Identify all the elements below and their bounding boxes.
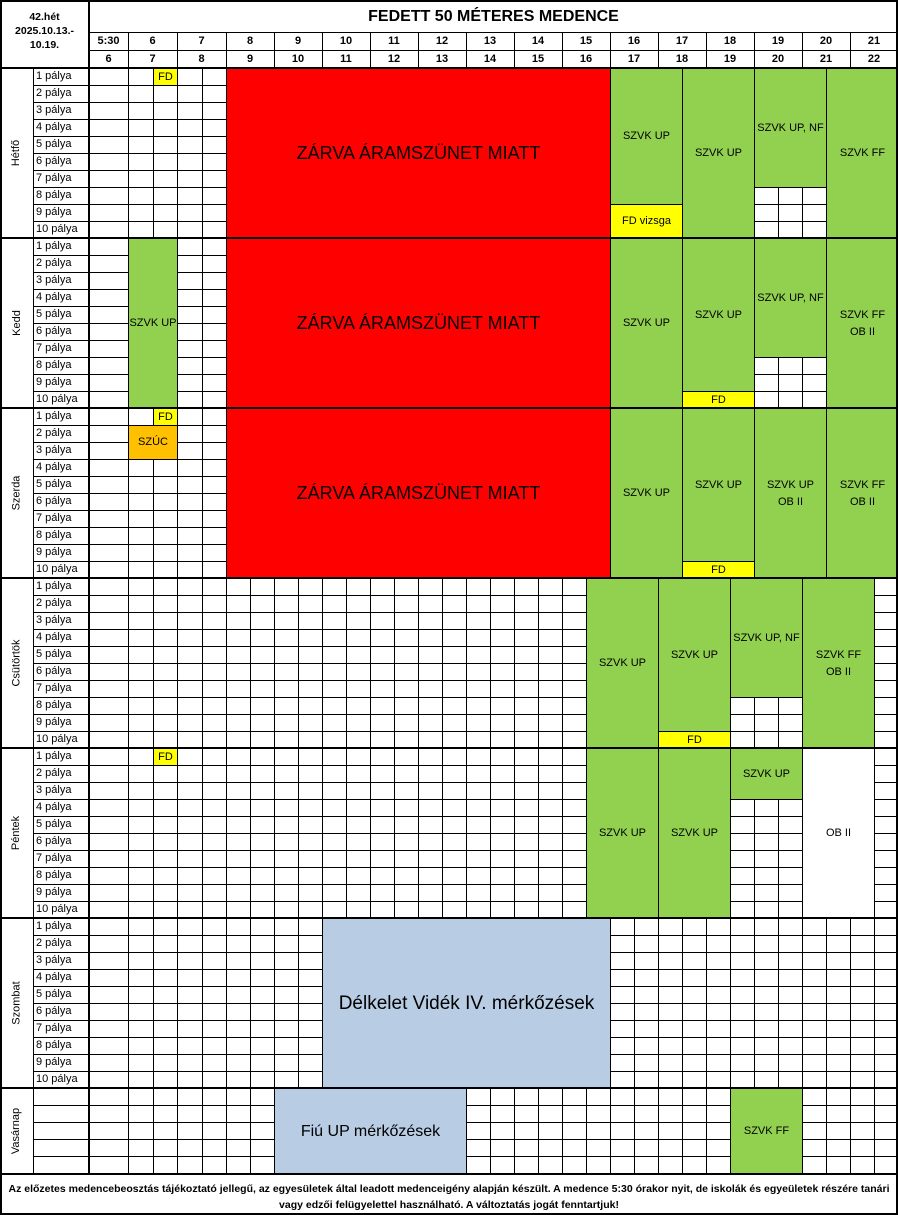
lane-label: 3 pálya	[36, 784, 72, 796]
lane-label: 2 pálya	[36, 257, 72, 269]
time-end-label: 22	[867, 53, 881, 65]
booking-block[interactable]: SZVK UP	[586, 578, 659, 749]
time-end-label: 19	[723, 53, 737, 65]
booking-block[interactable]: OB II	[802, 748, 875, 919]
booking-block[interactable]: FD	[682, 561, 755, 579]
booking-block[interactable]: FD	[153, 408, 178, 426]
lane-label: 1 pálya	[36, 240, 72, 252]
time-start-label: 12	[435, 35, 449, 47]
time-start-label: 13	[483, 35, 497, 47]
booking-block[interactable]: SZVK FF	[730, 1088, 803, 1175]
match-block[interactable]: Délkelet Vidék IV. mérkőzések	[322, 918, 611, 1089]
lane-label: 10 pálya	[36, 733, 78, 745]
time-start-label: 8	[246, 35, 254, 47]
closed-block[interactable]: ZÁRVA ÁRAMSZÜNET MIATT	[226, 68, 611, 239]
booking-block[interactable]: SZVK UP	[128, 238, 178, 409]
lane-label: 7 pálya	[36, 342, 72, 354]
lane-label: 8 pálya	[36, 359, 72, 371]
booking-block[interactable]: SZVK UP, NF	[754, 238, 827, 358]
label-column-divider	[88, 0, 90, 1174]
lane-label: 10 pálya	[36, 1073, 78, 1085]
lane-label: 10 pálya	[36, 563, 78, 575]
day-name: Szombat	[10, 981, 23, 1025]
match-block[interactable]: Fiú UP mérkőzések	[274, 1088, 467, 1175]
booking-block[interactable]: SZVK FF OB II	[826, 408, 898, 579]
lane-label: 10 pálya	[36, 903, 78, 915]
booking-block[interactable]: FD	[153, 748, 178, 766]
lane-label: 4 pálya	[36, 291, 72, 303]
lane-label: 6 pálya	[36, 665, 72, 677]
booking-block[interactable]: SZÚC	[128, 425, 178, 460]
lane-label: 1 pálya	[36, 410, 72, 422]
time-end-label: 18	[675, 53, 689, 65]
lane-label: 2 pálya	[36, 937, 72, 949]
time-end-label: 6	[105, 53, 112, 65]
lane-label: 1 pálya	[36, 750, 72, 762]
time-end-label: 7	[149, 53, 156, 65]
time-end-label: 13	[435, 53, 449, 65]
time-start-label: 10	[339, 35, 353, 47]
closed-block[interactable]: ZÁRVA ÁRAMSZÜNET MIATT	[226, 238, 611, 409]
lane-label: 6 pálya	[36, 1005, 72, 1017]
day-divider	[0, 407, 898, 409]
booking-block[interactable]: SZVK FF OB II	[826, 238, 898, 409]
lane-label: 9 pálya	[36, 376, 72, 388]
lane-label: 5 pálya	[36, 648, 72, 660]
day-name: Hétfő	[10, 139, 23, 167]
lane-label: 4 pálya	[36, 461, 72, 473]
lane-label: 5 pálya	[36, 308, 72, 320]
lane-label: 2 pálya	[36, 597, 72, 609]
booking-block[interactable]: SZVK UP, NF	[754, 68, 827, 188]
time-end-label: 11	[340, 53, 352, 65]
lane-label: 3 pálya	[36, 104, 72, 116]
booking-block[interactable]: SZVK UP	[682, 68, 755, 239]
day-divider	[0, 237, 898, 239]
time-start-label: 20	[819, 35, 833, 47]
booking-block[interactable]: FD	[153, 68, 178, 86]
booking-block[interactable]: SZVK UP	[658, 578, 731, 732]
time-start-label: 18	[723, 35, 737, 47]
booking-block[interactable]: SZVK UP	[682, 238, 755, 392]
booking-block[interactable]: SZVK UP, NF	[730, 578, 803, 698]
lane-label: 5 pálya	[36, 478, 72, 490]
lane-label: 7 pálya	[36, 682, 72, 694]
booking-block[interactable]: SZVK UP	[610, 408, 683, 579]
header-divider	[0, 67, 898, 69]
time-start-label: 14	[531, 35, 545, 47]
lane-label: 7 pálya	[36, 852, 72, 864]
lane-label: 7 pálya	[36, 1022, 72, 1034]
booking-block[interactable]: SZVK UP	[586, 748, 659, 919]
time-start-label: 15	[579, 35, 593, 47]
time-end-label: 8	[198, 53, 205, 65]
lane-label: 9 pálya	[36, 716, 72, 728]
lane-label: 1 pálya	[36, 70, 72, 82]
day-name: Szerda	[10, 475, 23, 511]
booking-block[interactable]: FD vizsga	[610, 204, 683, 239]
lane-label: 10 pálya	[36, 393, 78, 405]
lane-label: 9 pálya	[36, 886, 72, 898]
lane-label: 8 pálya	[36, 189, 72, 201]
booking-block[interactable]: SZVK UP	[658, 748, 731, 919]
time-start-label: 9	[294, 35, 302, 47]
lane-label: 7 pálya	[36, 512, 72, 524]
booking-block[interactable]: SZVK UP	[682, 408, 755, 562]
day-divider	[0, 1087, 898, 1089]
lane-label: 9 pálya	[36, 206, 72, 218]
time-end-label: 20	[771, 53, 785, 65]
time-end-label: 15	[531, 53, 545, 65]
time-start-label: 7	[198, 35, 205, 47]
lane-label: 8 pálya	[36, 699, 72, 711]
time-end-label: 12	[387, 53, 401, 65]
lane-label: 6 pálya	[36, 325, 72, 337]
time-start-label: 19	[771, 35, 785, 47]
booking-block[interactable]: SZVK FF	[826, 68, 898, 239]
lane-label: 6 pálya	[36, 835, 72, 847]
day-name: Kedd	[10, 310, 23, 336]
time-end-label: 21	[819, 53, 833, 65]
booking-block[interactable]: SZVK UP OB II	[754, 408, 827, 579]
day-divider	[0, 747, 898, 749]
closed-block[interactable]: ZÁRVA ÁRAMSZÜNET MIATT	[226, 408, 611, 579]
lane-label: 5 pálya	[36, 138, 72, 150]
day-divider	[0, 917, 898, 919]
day-divider	[0, 577, 898, 579]
time-start-label: 17	[675, 35, 689, 47]
lane-label: 3 pálya	[36, 274, 72, 286]
time-start-label: 5:30	[97, 35, 120, 47]
week-number: 42.hét	[29, 11, 60, 23]
day-name: Vasárnap	[10, 1107, 23, 1155]
time-end-label: 9	[246, 53, 254, 65]
lane-label: 1 pálya	[36, 580, 72, 592]
lane-label: 8 pálya	[36, 529, 72, 541]
lane-label: 10 pálya	[36, 223, 78, 235]
lane-label: 7 pálya	[36, 172, 72, 184]
lane-label: 4 pálya	[36, 801, 72, 813]
lane-label: 1 pálya	[36, 920, 72, 932]
page-title: FEDETT 50 MÉTERES MEDENCE	[368, 8, 619, 25]
lane-label: 2 pálya	[36, 87, 72, 99]
booking-block[interactable]: SZVK FF OB II	[802, 578, 875, 749]
time-start-label: 16	[627, 35, 641, 47]
booking-block[interactable]: SZVK UP	[730, 748, 803, 800]
lane-label: 2 pálya	[36, 767, 72, 779]
booking-block[interactable]: SZVK UP	[610, 68, 683, 205]
lane-label: 4 pálya	[36, 121, 72, 133]
lane-label: 4 pálya	[36, 631, 72, 643]
lane-label: 3 pálya	[36, 954, 72, 966]
lane-label: 8 pálya	[36, 1039, 72, 1051]
lane-label: 8 pálya	[36, 869, 72, 881]
time-end-label: 16	[579, 53, 593, 65]
week-dates: 2025.10.13.- 10.19.	[15, 25, 74, 51]
time-start-label: 21	[867, 35, 881, 47]
lane-label: 9 pálya	[36, 1056, 72, 1068]
booking-block[interactable]: FD	[682, 391, 755, 409]
lane-label: 6 pálya	[36, 155, 72, 167]
time-end-label: 14	[483, 53, 497, 65]
day-name: Csütörtök	[10, 639, 23, 687]
day-name: Péntek	[10, 815, 23, 851]
time-end-label: 17	[627, 53, 641, 65]
lane-label: 5 pálya	[36, 818, 72, 830]
booking-block[interactable]: FD	[658, 731, 731, 749]
lane-label: 5 pálya	[36, 988, 72, 1000]
lane-label: 3 pálya	[36, 614, 72, 626]
time-start-label: 6	[149, 35, 156, 47]
lane-label: 4 pálya	[36, 971, 72, 983]
time-end-label: 10	[291, 53, 305, 65]
lane-label: 9 pálya	[36, 546, 72, 558]
time-start-label: 11	[388, 35, 400, 47]
lane-label: 3 pálya	[36, 444, 72, 456]
lane-label: 6 pálya	[36, 495, 72, 507]
booking-block[interactable]: SZVK UP	[610, 238, 683, 409]
lane-label: 2 pálya	[36, 427, 72, 439]
footer-note: Az előzetes medencebeosztás tájékoztató jellegű, az egyesületek által leadott medenceigény alapján készült. A medence 5:30 órakor nyit, de iskolák és egyeületek részére tanári vagy edzői felügyelettel használható. A változtatás jogát fenntartjuk!	[8, 1183, 890, 1211]
